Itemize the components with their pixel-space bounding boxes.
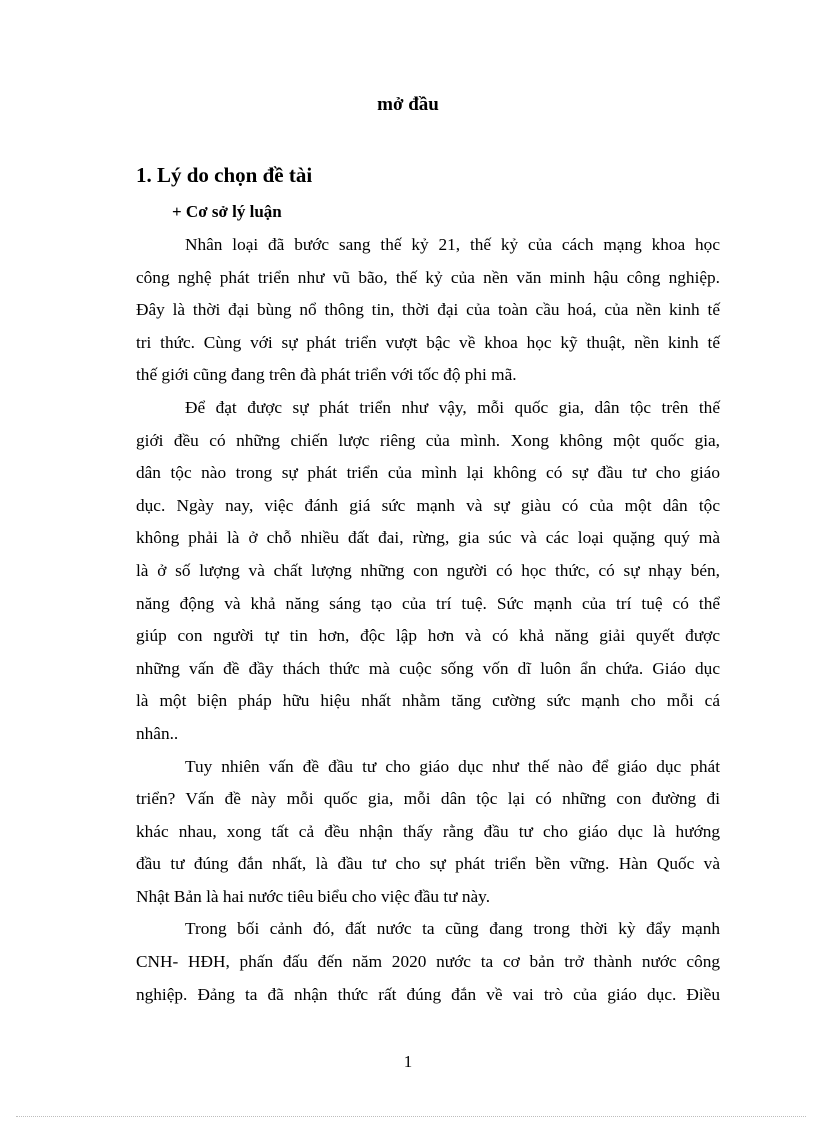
text-line: nhân.. bbox=[136, 723, 179, 743]
text-line: nghiệp. Đảng ta đã nhận thức rất đúng đắn về vai trò của giáo dục. Điều bbox=[136, 984, 720, 1004]
text-line: thế giới cũng đang trên đà phát triển với tốc độ phi mã. bbox=[136, 365, 517, 385]
text-line: giúp con người tự tin hơn, độc lập hơn và có khả năng giải quyết được bbox=[136, 626, 720, 646]
text-line: không phải là ở chỗ nhiều đất đai, rừng, gia súc và các loại quặng quý mà bbox=[136, 528, 720, 548]
text-line: dục. Ngày nay, việc đánh giá sức mạnh và sự giàu có của một dân tộc bbox=[136, 495, 720, 515]
paragraph-1 bbox=[136, 229, 720, 392]
text-line: triển? Vấn đề này mỗi quốc gia, mỗi dân tộc lại có những con đường đi bbox=[136, 789, 720, 809]
text-line: Trong bối cảnh đó, đất nước ta cũng đang trong thời kỳ đẩy mạnh bbox=[185, 919, 720, 939]
text-line: tri thức. Cùng với sự phát triển vượt bậc về khoa học kỹ thuật, nền kinh tế bbox=[136, 332, 720, 352]
text-line: giới đều có những chiến lược riêng của mình. Xong không một quốc gia, bbox=[136, 430, 720, 450]
text-line: những vấn đề đầy thách thức mà cuộc sống vốn dĩ luôn ẩn chứa. Giáo dục bbox=[136, 658, 720, 678]
text-line: là một biện pháp hữu hiệu nhất nhằm tăng cường sức mạnh cho mỗi cá bbox=[136, 691, 720, 711]
page-number: 1 bbox=[403, 1052, 413, 1071]
text-line: khác nhau, xong tất cả đều nhận thấy rằng đầu tư cho giáo dục là hướng bbox=[136, 821, 720, 841]
text-line: Nhân loại đã bước sang thế kỷ 21, thế kỷ của cách mạng khoa học bbox=[185, 235, 720, 254]
text-line: Nhật Bản là hai nước tiêu biểu cho việc đầu tư này. bbox=[136, 886, 491, 906]
text-line: dân tộc nào trong sự phát triển của mình lại không có sự đầu tư cho giáo bbox=[136, 463, 720, 483]
text-line: năng động và khả năng sáng tạo của trí tuệ. Sức mạnh của trí tuệ có thể bbox=[136, 593, 720, 613]
subheading: + Cơ sở lý luận bbox=[172, 202, 282, 221]
text-line: Để đạt được sự phát triển như vậy, mỗi quốc gia, dân tộc trên thế bbox=[185, 397, 720, 417]
document-title: mở đầu bbox=[377, 94, 439, 115]
paragraph-3 bbox=[136, 751, 720, 914]
paragraph-2 bbox=[136, 392, 720, 751]
text-line: công nghệ phát triển như vũ bão, thế kỷ của nền văn minh hậu công nghiệp. bbox=[136, 267, 720, 287]
section-heading: 1. Lý do chọn đề tài bbox=[136, 163, 313, 187]
text-line: Tuy nhiên vấn đề đầu tư cho giáo dục như thế nào để giáo dục phát bbox=[185, 756, 720, 776]
text-line: đầu tư đúng đắn nhất, là đầu tư cho sự phát triển bền vững. Hàn Quốc và bbox=[136, 854, 720, 874]
text-line: là ở số lượng và chất lượng những con người có học thức, có sự nhạy bén, bbox=[136, 560, 720, 580]
document-body bbox=[136, 229, 720, 1011]
paragraph-4 bbox=[136, 913, 720, 1011]
text-line: CNH- HĐH, phấn đấu đến năm 2020 nước ta cơ bản trở thành nước công bbox=[136, 952, 720, 972]
page-break-divider bbox=[16, 1116, 806, 1117]
text-line: Đây là thời đại bùng nổ thông tin, thời đại của toàn cầu hoá, của nền kinh tế bbox=[136, 300, 720, 320]
